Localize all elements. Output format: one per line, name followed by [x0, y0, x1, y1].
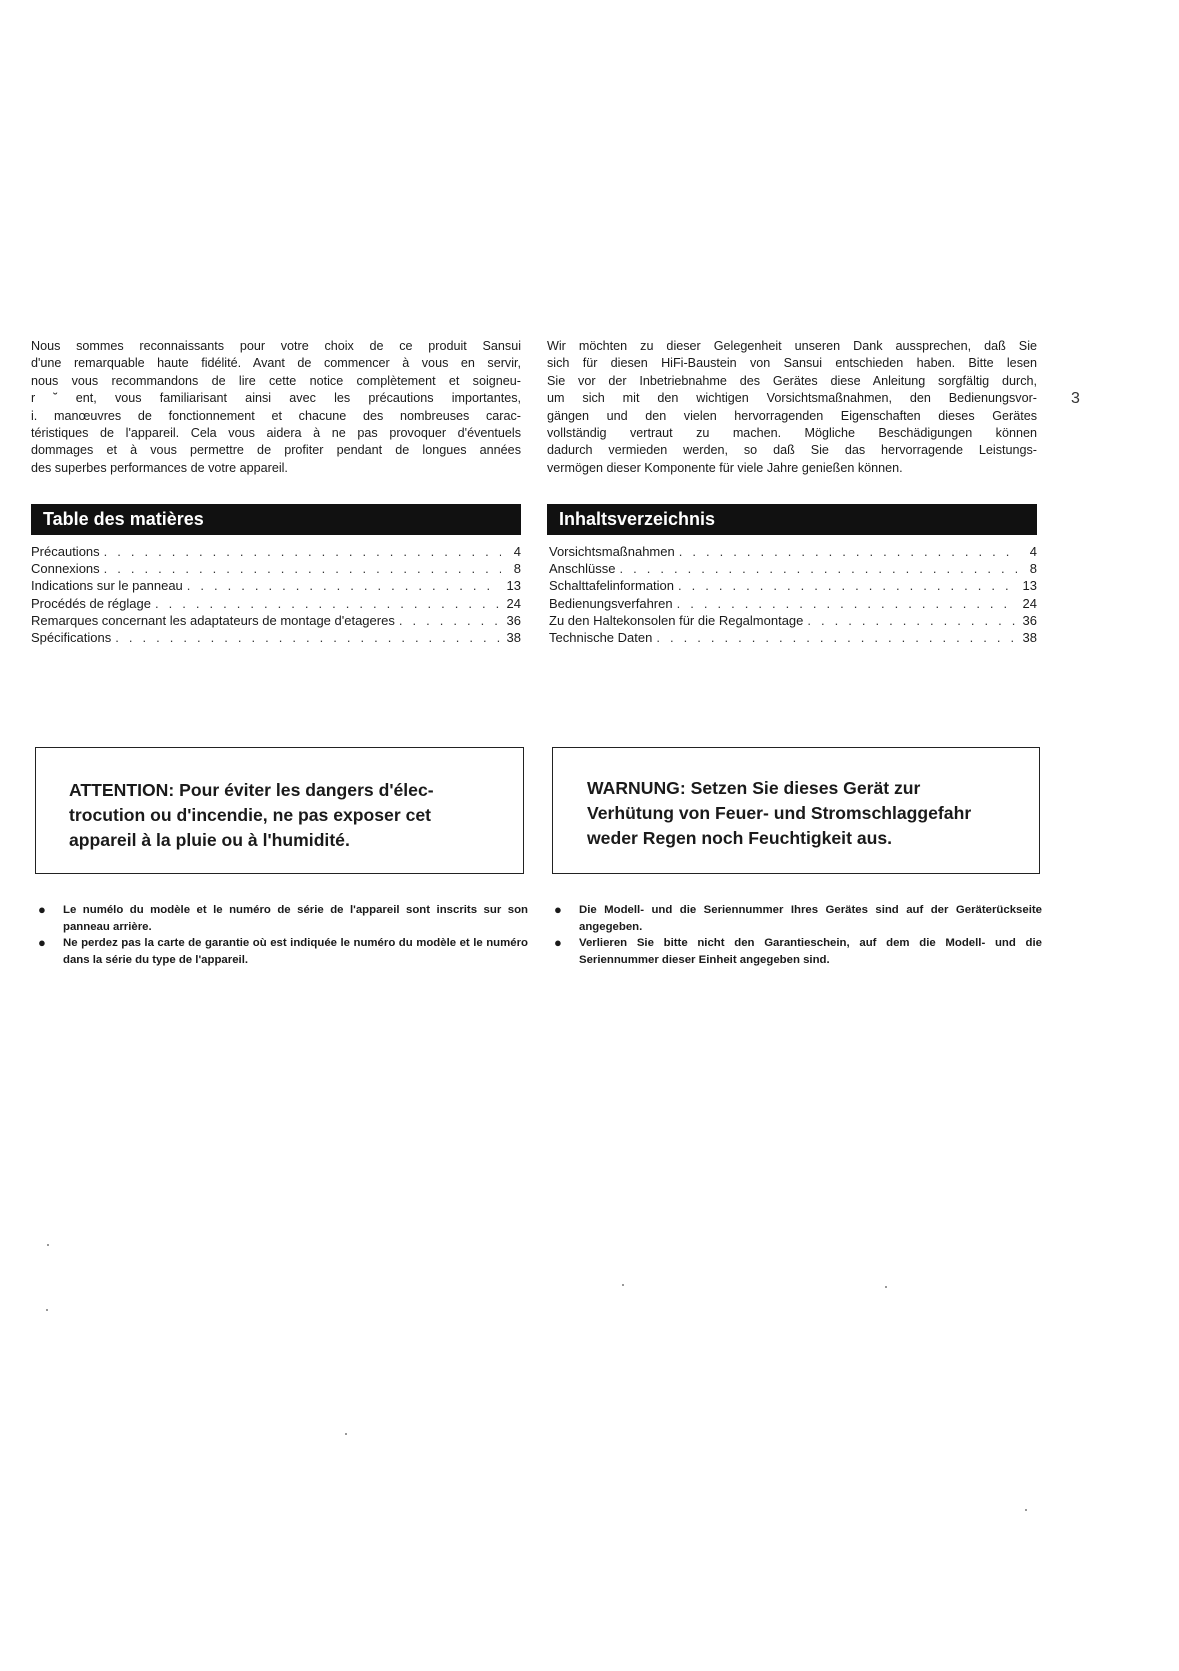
toc-entry-page: 4 — [513, 544, 521, 559]
toc-entry-page: 8 — [513, 561, 521, 577]
bullet-icon: ● — [554, 935, 562, 951]
toc-entry-page: 13 — [506, 578, 521, 594]
scan-speck — [885, 1286, 887, 1288]
intro-line: r ˘ ent, vous familiarisant ainsi avec les précautions importantes, — [31, 391, 521, 406]
notes-french — [38, 902, 528, 968]
toc-entry-title: Bedienungsverfahren — [549, 595, 673, 611]
toc-leader-dots — [677, 595, 1017, 612]
intro-line: Sie vor der Inbetriebnahme des Gerätes diese Anleitung sorgfältig durch, — [547, 373, 1037, 388]
toc-entry-title: Vorsichtsmaßnahmen — [549, 544, 675, 559]
toc-leader-dots — [187, 577, 501, 594]
intro-line: vollständig vertraut zu machen. Mögliche Beschädigungen können — [547, 426, 1037, 441]
toc-entry — [31, 629, 521, 646]
toc-leader-dots — [104, 543, 501, 560]
toc-entry-page: 36 — [1022, 612, 1037, 628]
page-number: 3 — [1071, 390, 1080, 407]
intro-line: Nous sommes reconnaissants pour votre choix de ce produit Sansui — [31, 339, 521, 353]
note-item — [38, 935, 528, 968]
warning-line: weder Regen noch Feuchtigkeit aus. — [587, 828, 893, 848]
warning-line: trocution ou d'incendie, ne pas exposer cet — [69, 805, 431, 825]
toc-entry-page: 38 — [506, 630, 521, 646]
note-item — [38, 902, 528, 935]
toc-entry — [549, 629, 1037, 646]
toc-entry-page: 24 — [1022, 595, 1037, 611]
note-text: Die Modell- und die Seriennummer Ihres Gerätes sind auf der Geräterückseite angegeben. — [579, 904, 1042, 933]
toc-heading-french: Table des matières — [31, 504, 521, 535]
toc-entry-page: 36 — [506, 612, 521, 628]
note-text: Le numélo du modèle et le numéro de série de l'appareil sont inscrits sur son panneau arrière. — [63, 904, 528, 933]
toc-leader-dots — [656, 629, 1017, 646]
intro-line: i. manœuvres de fonctionnement et chacune des nombreuses carac- — [31, 408, 521, 423]
note-text: Ne perdez pas la carte de garantie où est indiquée le numéro du modèle et le numéro dans la série du type de l'appareil. — [63, 937, 528, 966]
toc-heading-german: Inhaltsverzeichnis — [547, 504, 1037, 535]
note-text: Verlieren Sie bitte nicht den Garantieschein, auf dem die Modell- und die Seriennummer dieser Einheit angegeben sind. — [579, 937, 1042, 966]
intro-line: dadurch vermieden werden, so daß Sie das hervorragende Leistungs- — [547, 443, 1037, 458]
toc-entry-title: Indications sur le panneau — [31, 578, 183, 594]
intro-german — [547, 338, 1037, 477]
toc-leader-dots — [619, 560, 1017, 577]
toc-entry-title: Connexions — [31, 561, 100, 577]
toc-entry — [549, 612, 1037, 629]
intro-line: um sich mit den wichtigen Vorsichtsmaßnahmen, den Bedienungsvor- — [547, 391, 1037, 406]
toc-leader-dots — [678, 577, 1017, 594]
toc-leader-dots — [399, 612, 501, 629]
scan-speck — [345, 1433, 347, 1435]
toc-entry-title: Schalttafelinformation — [549, 578, 675, 594]
toc-german — [549, 543, 1037, 646]
scan-speck — [47, 1244, 49, 1246]
warning-line: appareil à la pluie ou à l'humidité. — [69, 830, 350, 850]
scan-speck — [46, 1309, 48, 1311]
toc-entry — [31, 543, 521, 560]
toc-entry — [549, 595, 1037, 612]
toc-entry — [31, 560, 521, 577]
bullet-icon: ● — [38, 902, 46, 917]
intro-line: des superbes performances de votre appareil. — [31, 460, 288, 475]
toc-entry-page: 38 — [1022, 630, 1037, 646]
notes-german — [554, 902, 1042, 968]
toc-french — [31, 543, 521, 646]
toc-entry-page: 4 — [1029, 544, 1037, 559]
bullet-icon: ● — [554, 902, 562, 917]
intro-line: vermögen dieser Komponente für viele Jahre genießen können. — [547, 460, 903, 475]
toc-leader-dots — [807, 612, 1017, 629]
toc-leader-dots — [104, 560, 501, 577]
warning-line: Verhütung von Feuer- und Stromschlaggefahr — [587, 803, 972, 823]
note-item — [554, 902, 1042, 935]
warning-box-german — [552, 747, 1040, 874]
toc-entry — [549, 560, 1037, 577]
intro-line: nous vous recommandons de lire cette notice complètement et soigneu- — [31, 373, 521, 388]
toc-entry — [549, 543, 1037, 560]
toc-entry-page: 8 — [1029, 561, 1037, 577]
toc-entry — [31, 595, 521, 612]
intro-line: Wir möchten zu dieser Gelegenheit unseren Dank aussprechen, daß Sie — [547, 339, 1037, 353]
toc-entry — [31, 577, 521, 594]
toc-entry — [549, 577, 1037, 594]
intro-line: dommages et à vous permettre de profiter pendant de longues années — [31, 443, 521, 458]
toc-leader-dots — [155, 595, 501, 612]
scan-speck — [622, 1284, 624, 1286]
intro-line: téristiques de l'appareil. Cela vous aidera à ne pas provoquer d'éventuels — [31, 426, 521, 441]
toc-entry-title: Précautions — [31, 544, 100, 559]
intro-line: d'une remarquable haute fidélité. Avant de commencer à vous en servir, — [31, 356, 521, 371]
toc-entry-title: Anschlüsse — [549, 561, 616, 577]
toc-entry-page: 13 — [1022, 578, 1037, 594]
toc-entry-title: Spécifications — [31, 630, 112, 646]
toc-entry-title: Procédés de réglage — [31, 595, 151, 611]
toc-leader-dots — [115, 629, 501, 646]
toc-entry-title: Technische Daten — [549, 630, 653, 646]
warning-box-french — [35, 747, 524, 874]
warning-line: WARNUNG: Setzen Sie dieses Gerät zur — [587, 778, 921, 798]
toc-entry-title: Remarques concernant les adaptateurs de montage d'etageres — [31, 612, 395, 628]
note-item — [554, 935, 1042, 968]
intro-french — [31, 338, 521, 477]
intro-line: gängen und den vielen hervorragenden Eigenschaften dieses Gerätes — [547, 408, 1037, 423]
warning-line: ATTENTION: Pour éviter les dangers d'élec- — [69, 780, 434, 800]
intro-line: sich für diesen HiFi-Baustein von Sansui entschieden haben. Bitte lesen — [547, 356, 1037, 371]
bullet-icon: ● — [38, 935, 46, 951]
toc-entry-page: 24 — [506, 595, 521, 611]
toc-entry-title: Zu den Haltekonsolen für die Regalmontage — [549, 612, 804, 628]
scan-speck — [1025, 1509, 1027, 1511]
toc-leader-dots — [679, 543, 1017, 560]
toc-entry — [31, 612, 521, 629]
